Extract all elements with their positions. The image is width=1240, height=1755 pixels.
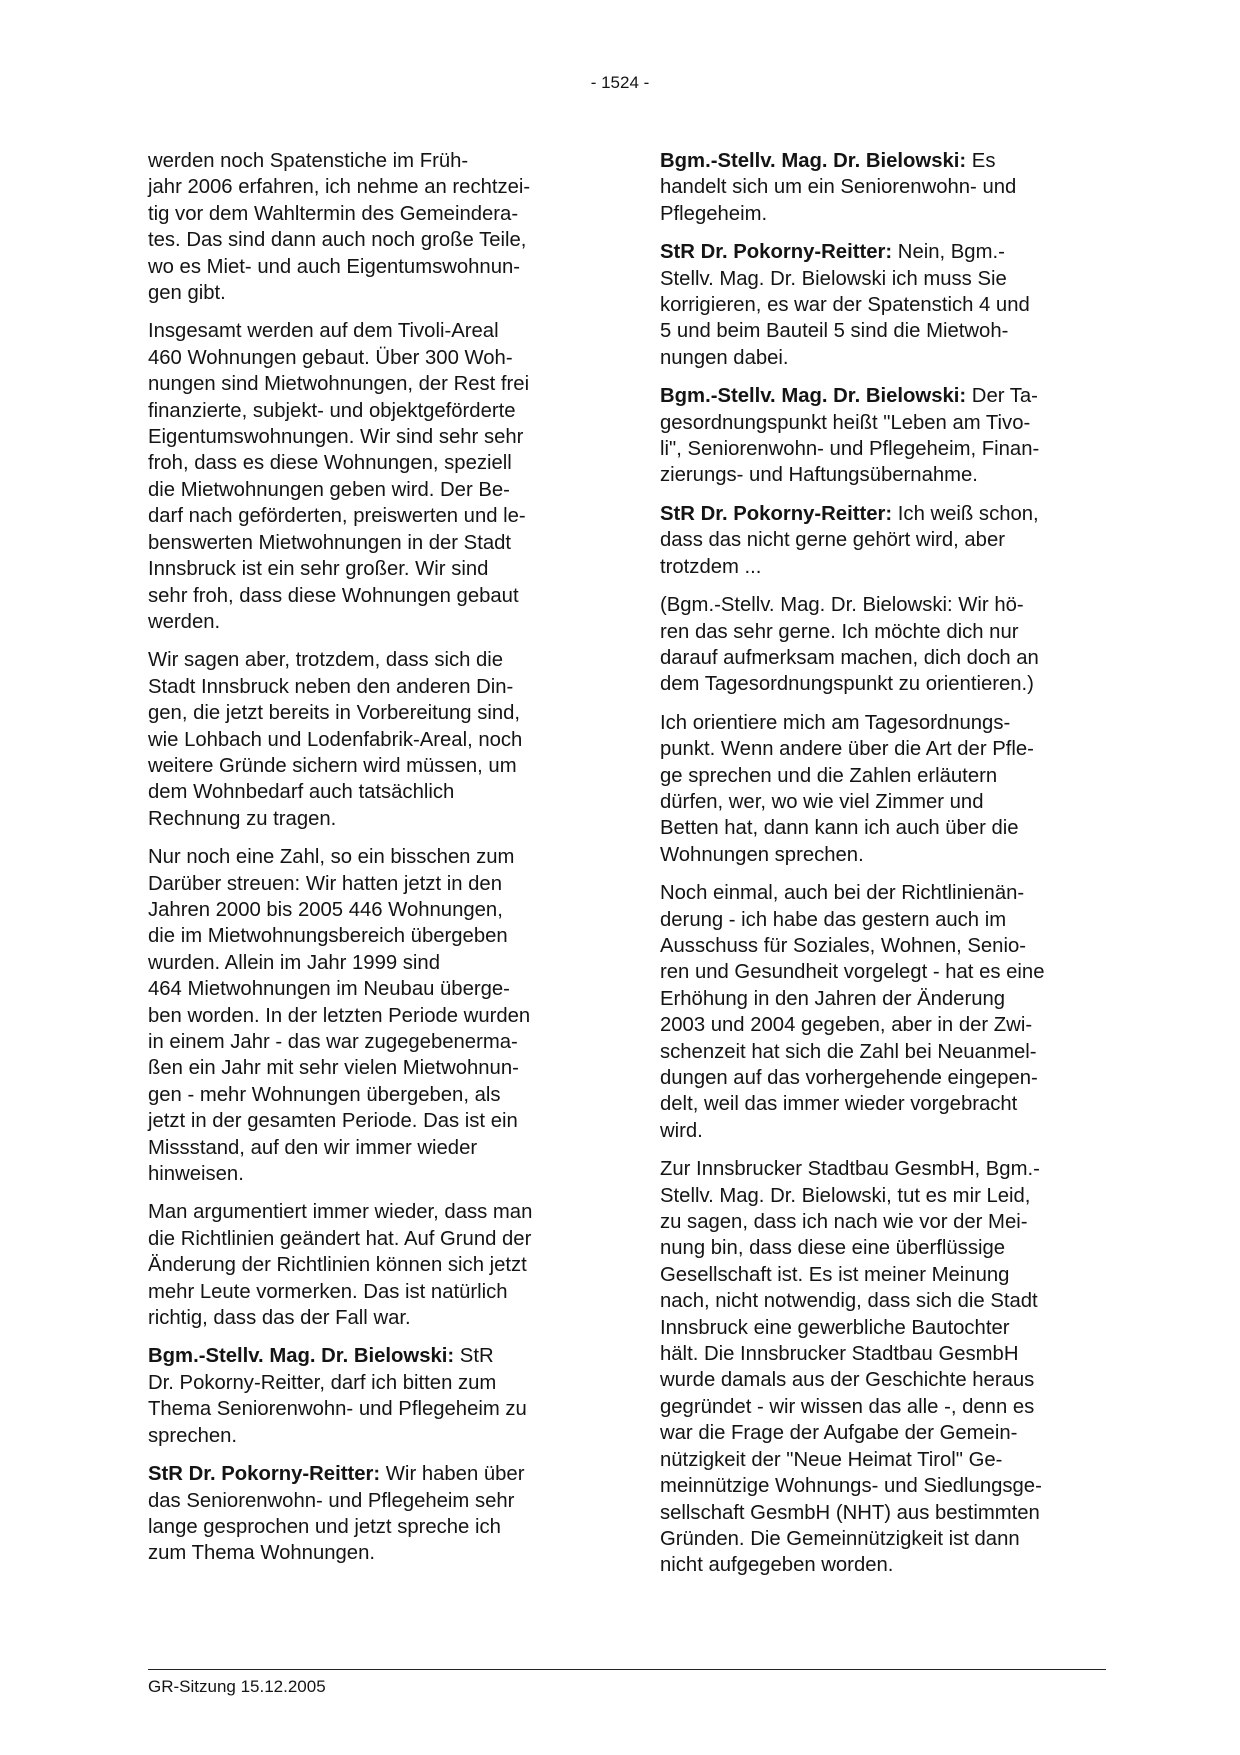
text-line: nungen dabei. [660, 346, 789, 369]
text-line: Ausschuss für Soziales, Wohnen, Senio- [660, 934, 1027, 957]
speaker-name: Bgm.-Stellv. Mag. Dr. Bielowski: [660, 385, 967, 408]
text-line: gegründet - wir wissen das alle -, denn es [660, 1395, 1035, 1418]
text-line: gen, die jetzt bereits in Vorbereitung sind, [148, 702, 521, 725]
text-line: Wohnungen sprechen. [660, 843, 864, 866]
text-line: handelt sich um ein Seniorenwohn- und [660, 176, 1017, 199]
text-line: Jahren 2000 bis 2005 446 Wohnungen, [148, 898, 503, 921]
text-line: zierungs- und Haftungsübernahme. [660, 464, 978, 487]
footer-session-date: GR-Sitzung 15.12.2005 [148, 1677, 326, 1696]
text-line: 460 Wohnungen gebaut. Über 300 Woh- [148, 346, 513, 369]
text-line: Stellv. Mag. Dr. Bielowski, tut es mir Leid, [660, 1184, 1031, 1207]
text-line: froh, dass es diese Wohnungen, speziell [148, 452, 512, 475]
text-line: darauf aufmerksam machen, dich doch an [660, 646, 1039, 669]
text-line: nach, nicht notwendig, dass sich die Stadt [660, 1290, 1038, 1313]
text-line: jahr 2006 erfahren, ich nehme an rechtzei- [148, 176, 531, 199]
text-line: Änderung der Richtlinien können sich jetzt [148, 1254, 527, 1277]
text-line: schenzeit hat sich die Zahl bei Neuanmel- [660, 1040, 1037, 1063]
text-line: nungen sind Mietwohnungen, der Rest frei [148, 373, 530, 396]
text-line: Thema Seniorenwohn- und Pflegeheim zu [148, 1398, 527, 1421]
text-line: gesordnungspunkt heißt "Leben am Tivo- [660, 411, 1031, 434]
text-line: Dr. Pokorny-Reitter, darf ich bitten zum [148, 1371, 497, 1394]
text-line: Man argumentiert immer wieder, dass man [148, 1201, 533, 1224]
text-line: wurde damals aus der Geschichte heraus [660, 1369, 1035, 1392]
text-line: dem Tagesordnungspunkt zu orientieren.) [660, 673, 1034, 696]
text-line: gen gibt. [148, 282, 226, 305]
text-line: sprechen. [148, 1424, 238, 1447]
text-line: Betten hat, dann kann ich auch über die [660, 817, 1019, 840]
text-line: sehr froh, dass diese Wohnungen gebaut [148, 584, 519, 607]
paragraph [148, 844, 588, 1187]
text-line: ßen ein Jahr mit sehr vielen Mietwohnun- [148, 1057, 519, 1080]
speaker-statement [148, 1461, 588, 1567]
text-line: Zur Innsbrucker Stadtbau GesmbH, Bgm.- [660, 1158, 1040, 1181]
footer-divider [148, 1669, 1106, 1670]
text-line: ben worden. In der letzten Periode wurden [148, 1004, 531, 1027]
text-line: dass das nicht gerne gehört wird, aber [660, 529, 1005, 552]
text-line: meinnützige Wohnungs- und Siedlungsge- [660, 1475, 1042, 1498]
text-line: Noch einmal, auch bei der Richtlinienän- [660, 882, 1025, 905]
paragraph [660, 880, 1100, 1144]
speaker-statement [660, 383, 1100, 489]
text-line: in einem Jahr - das war zugegebenerma- [148, 1031, 518, 1053]
left-text-column [148, 148, 588, 1579]
speaker-statement [660, 239, 1100, 371]
text-line: benswerten Mietwohnungen in der Stadt [148, 531, 512, 554]
speaker-name: Bgm.-Stellv. Mag. Dr. Bielowski: [660, 150, 967, 172]
text-line: Gesellschaft ist. Es ist meiner Meinung [660, 1263, 1010, 1286]
speaker-name: StR Dr. Pokorny-Reitter: [660, 502, 893, 525]
text-line: ren das sehr gerne. Ich möchte dich nur [660, 620, 1019, 643]
text-line: hinweisen. [148, 1163, 244, 1186]
paragraph [148, 318, 588, 635]
text-line: lange gesprochen und jetzt spreche ich [148, 1515, 501, 1538]
text-line: Nur noch eine Zahl, so ein bisschen zum [148, 846, 515, 869]
text-line: Ich orientiere mich am Tagesordnungs- [660, 711, 1011, 734]
text-line: mehr Leute vormerken. Das ist natürlich [148, 1280, 508, 1303]
text-line: hält. Die Innsbrucker Stadtbau GesmbH [660, 1343, 1019, 1366]
text-line: trotzdem ... [660, 555, 762, 578]
text-line: darf nach geförderten, preiswerten und le- [148, 505, 526, 528]
text-line: derung - ich habe das gestern auch im [660, 908, 1007, 931]
text-line: wie Lohbach und Lodenfabrik-Areal, noch [148, 728, 523, 751]
text-line: Stellv. Mag. Dr. Bielowski ich muss Sie [660, 267, 1007, 290]
text-line: sellschaft GesmbH (NHT) aus bestimmten [660, 1501, 1040, 1524]
speaker-name: Bgm.-Stellv. Mag. Dr. Bielowski: [148, 1345, 455, 1368]
speaker-statement [148, 1343, 588, 1449]
text-line: zu sagen, dass ich nach wie vor der Mei- [660, 1211, 1028, 1234]
text-line: wo es Miet- und auch Eigentumswohnun- [148, 255, 521, 278]
text-line: Nein, Bgm.- [892, 241, 1005, 264]
text-line: das Seniorenwohn- und Pflegeheim sehr [148, 1489, 515, 1512]
text-line: die im Mietwohnungsbereich übergeben [148, 925, 508, 948]
text-line: Gründen. Die Gemeinnützigkeit ist dann [660, 1527, 1020, 1550]
text-line: Wir haben über [380, 1463, 525, 1486]
text-line: Wir sagen aber, trotzdem, dass sich die [148, 649, 504, 672]
paragraph [148, 1199, 588, 1331]
text-line: Der Ta- [966, 385, 1038, 408]
text-line: 464 Mietwohnungen im Neubau überge- [148, 978, 510, 1001]
text-line: werden. [148, 610, 221, 633]
text-line: nicht aufgegeben worden. [660, 1554, 894, 1577]
text-line: gen - mehr Wohnungen übergeben, als [148, 1083, 501, 1106]
text-line: dungen auf das vorhergehende eingepen- [660, 1067, 1038, 1089]
text-line: ge sprechen und die Zahlen erläutern [660, 764, 998, 787]
text-line: StR [454, 1345, 494, 1368]
text-line: Erhöhung in den Jahren der Änderung [660, 987, 1006, 1010]
text-line: li", Seniorenwohn- und Pflegeheim, Finan- [660, 438, 1040, 461]
paragraph [148, 647, 588, 832]
paragraph [660, 1156, 1100, 1579]
text-line: Innsbruck eine gewerbliche Bautochter [660, 1316, 1010, 1339]
text-line: Insgesamt werden auf dem Tivoli-Areal [148, 320, 499, 343]
paragraph [660, 710, 1100, 868]
text-line: zum Thema Wohnungen. [148, 1542, 375, 1565]
text-line: die Richtlinien geändert hat. Auf Grund der [148, 1227, 532, 1250]
text-line: weitere Gründe sichern wird müssen, um [148, 754, 517, 777]
text-line: wird. [660, 1119, 703, 1142]
text-line: tig vor dem Wahltermin des Gemeindera- [148, 202, 519, 225]
text-line: nützigkeit der "Neue Heimat Tirol" Ge- [660, 1448, 1003, 1471]
speaker-statement [660, 501, 1100, 580]
text-line: Ich weiß schon, [892, 502, 1039, 525]
text-line: finanzierte, subjekt- und objektgeförderte [148, 399, 516, 422]
paragraph [148, 148, 588, 306]
text-line: 5 und beim Bauteil 5 sind die Mietwoh- [660, 320, 1009, 343]
right-text-column [660, 148, 1100, 1591]
paragraph [660, 592, 1100, 698]
text-line: dem Wohnbedarf auch tatsächlich [148, 781, 455, 804]
text-line: Innsbruck ist ein sehr großer. Wir sind [148, 558, 489, 581]
text-line: Pflegeheim. [660, 202, 768, 225]
text-line: Stadt Innsbruck neben den anderen Din- [148, 675, 514, 698]
text-line: punkt. Wenn andere über die Art der Pfle- [660, 738, 1034, 761]
text-line: wurden. Allein im Jahr 1999 sind [148, 951, 440, 974]
text-line: dürfen, wer, wo wie viel Zimmer und [660, 790, 984, 813]
text-line: Rechnung zu tragen. [148, 807, 337, 830]
text-line: korrigieren, es war der Spatenstich 4 und [660, 294, 1030, 317]
text-line: die Mietwohnungen geben wird. Der Be- [148, 478, 510, 501]
speaker-name: StR Dr. Pokorny-Reitter: [148, 1463, 381, 1486]
text-line: war die Frage der Aufgabe der Gemein- [660, 1422, 1018, 1445]
text-line: nung bin, dass diese eine überflüssige [660, 1237, 1006, 1260]
speaker-name: StR Dr. Pokorny-Reitter: [660, 241, 893, 264]
text-line: 2003 und 2004 gegeben, aber in der Zwi- [660, 1014, 1033, 1037]
text-line: ren und Gesundheit vorgelegt - hat es eine [660, 961, 1045, 984]
text-line: Es [966, 150, 996, 172]
text-line: Darüber streuen: Wir hatten jetzt in den [148, 872, 502, 895]
text-line: werden noch Spatenstiche im Früh- [148, 150, 469, 172]
text-line: richtig, dass das der Fall war. [148, 1307, 411, 1330]
text-line: (Bgm.-Stellv. Mag. Dr. Bielowski: Wir hö- [660, 594, 1024, 617]
text-line: delt, weil das immer wieder vorgebracht [660, 1093, 1018, 1116]
text-line: jetzt in der gesamten Periode. Das ist ein [148, 1110, 518, 1133]
speaker-statement [660, 148, 1100, 227]
text-line: tes. Das sind dann auch noch große Teile, [148, 229, 527, 252]
text-line: Eigentumswohnungen. Wir sind sehr sehr [148, 426, 524, 449]
text-line: Missstand, auf den wir immer wieder [148, 1136, 478, 1159]
page-number: - 1524 - [590, 73, 650, 92]
